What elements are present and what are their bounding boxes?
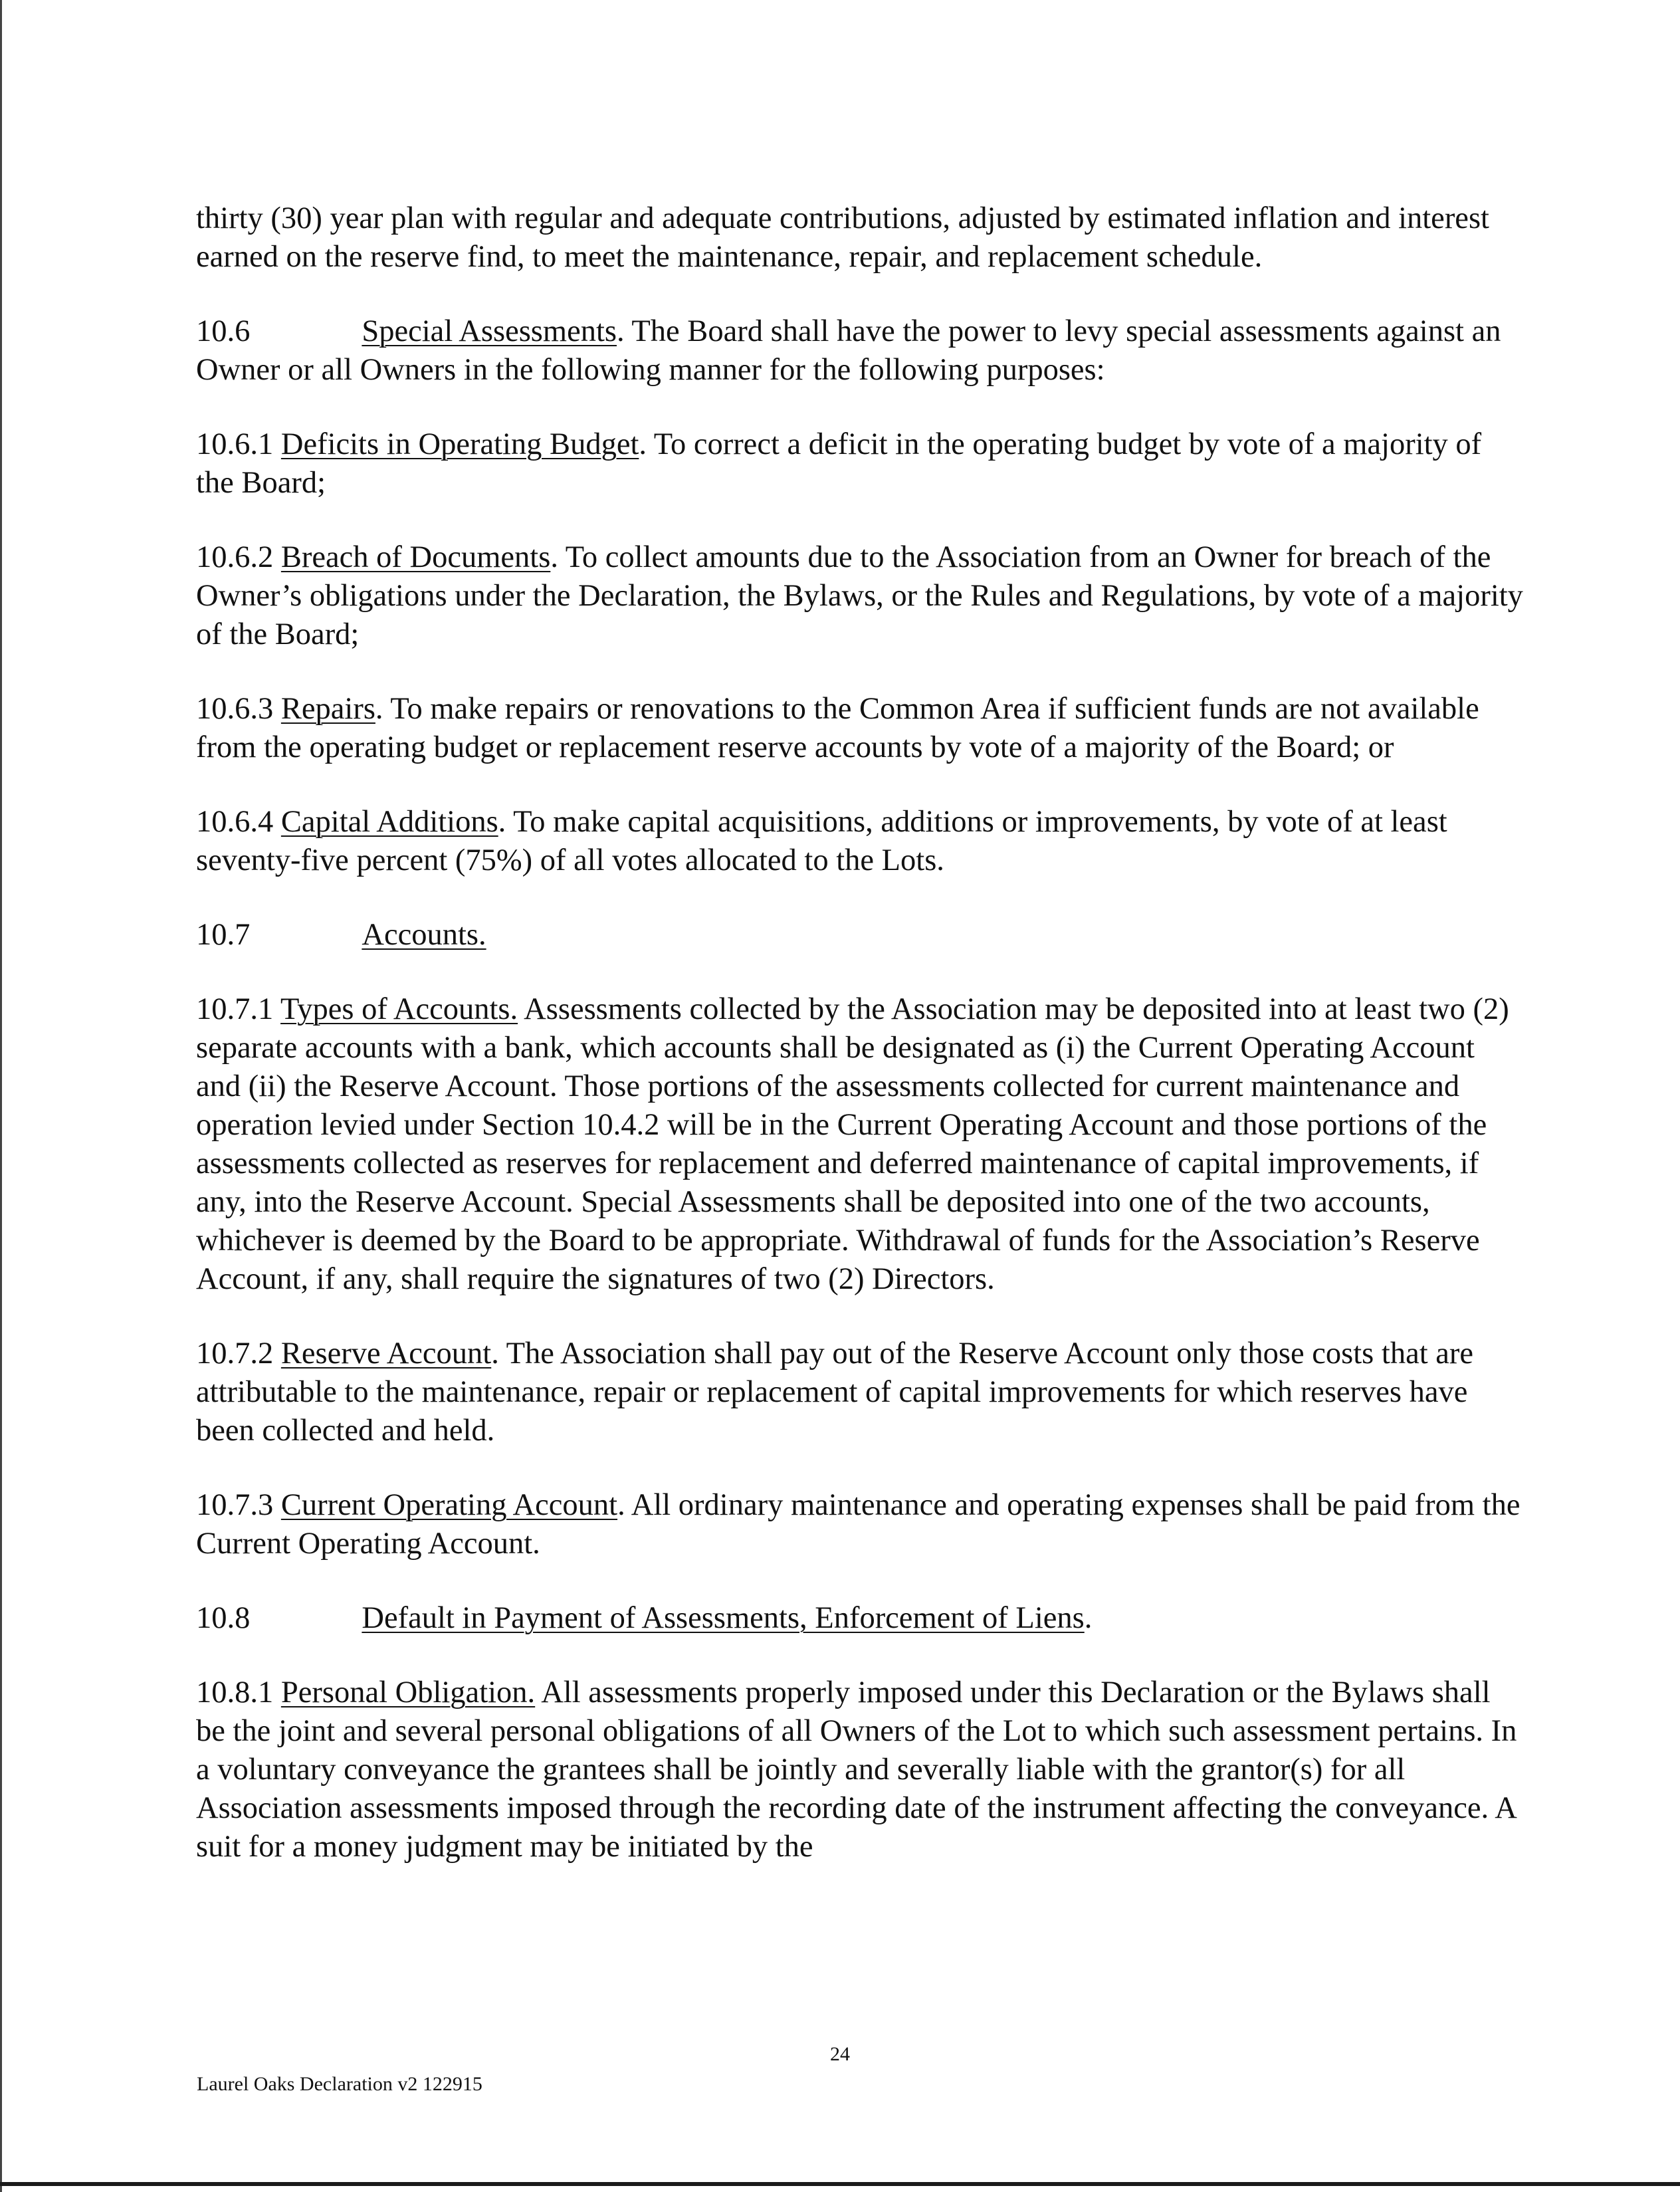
section-number: 10.7.2: [196, 1337, 274, 1370]
section-10-6-1: [196, 425, 1525, 502]
section-text: . To correct a deficit in the operating budget by vote of a majority of the Board;: [196, 427, 1482, 500]
page-number: 24: [830, 2043, 850, 2065]
section-heading: Accounts.: [362, 918, 486, 952]
section-10-7-1: [196, 990, 1525, 1299]
section-heading: Breach of Documents: [280, 540, 551, 574]
section-heading: Deficits in Operating Budget: [280, 427, 639, 461]
section-10-6-2: [196, 538, 1525, 654]
section-text: .: [1084, 1601, 1093, 1635]
section-heading: Reserve Account: [280, 1337, 492, 1370]
footer-doc-name: Laurel Oaks Declaration v2 122915: [197, 2073, 482, 2095]
section-heading: Current Operating Account: [280, 1488, 618, 1522]
section-heading: Types of Accounts.: [280, 992, 518, 1026]
section-heading: Personal Obligation.: [280, 1676, 536, 1709]
section-number: 10.6.4: [196, 805, 274, 839]
section-10-6: [196, 312, 1525, 389]
section-heading: Capital Additions: [280, 805, 498, 839]
section-text: Assessments collected by the Association may be deposited into at least two (2) separate accounts with a bank, which accounts shall be designated as (i) the Current Operating Account and (ii) the Reserve Account. Those portions of the assessments collected for current maintenance and operation levied under Section 10.4.2 will be in the Current Operating Account and those portions of the assessments collected as reserves for replacement and deferred maintenance of capital improvements, if any, into the Reserve Account. Special Assessments shall be deposited into one of the two accounts, whichever is deemed by the Board to be appropriate. Withdrawal of funds for the Association’s Reserve Account, if any, shall require the signatures of two (2) Directors.: [196, 992, 1509, 1296]
section-number: 10.6.3: [196, 692, 274, 726]
section-number: 10.7.3: [196, 1488, 274, 1522]
section-number: 10.7: [196, 918, 251, 952]
section-number: 10.6.2: [196, 540, 274, 574]
scan-left-edge: [0, 0, 2, 2192]
section-10-6-3: [196, 690, 1525, 767]
section-10-7-3: [196, 1486, 1525, 1563]
section-number: 10.8.1: [196, 1676, 274, 1709]
scan-bottom-edge: [0, 2182, 1680, 2186]
section-text: . To collect amounts due to the Association from an Owner for breach of the Owner’s obligations under the Declaration, the Bylaws, or the Rules and Regulations, by vote of a majority of the Board;: [196, 540, 1523, 651]
section-10-6-4: [196, 803, 1525, 880]
section-text: . The Board shall have the power to levy special assessments against an Owner or all Owners in the following manner for the following purposes:: [196, 314, 1501, 387]
section-text: . All ordinary maintenance and operating expenses shall be paid from the Current Operating Account.: [196, 1488, 1521, 1561]
section-text: . The Association shall pay out of the Reserve Account only those costs that are attributable to the maintenance, repair or replacement of capital improvements for which reserves have been collected and held.: [196, 1337, 1474, 1448]
paragraph-text: thirty (30) year plan with regular and adequate contributions, adjusted by estimated inflation and interest earned on the reserve find, to meet the maintenance, repair, and replacement schedule.: [196, 201, 1489, 274]
document-body: [196, 199, 1525, 1902]
section-10-7-2: [196, 1335, 1525, 1450]
paragraph-carryover: [196, 199, 1525, 276]
section-text: . To make capital acquisitions, additions or improvements, by vote of at least seventy-five percent (75%) of all votes allocated to the Lots.: [196, 805, 1447, 877]
section-text: All assessments properly imposed under this Declaration or the Bylaws shall be the joint and several personal obligations of all Owners of the Lot to which such assessment pertains. In a voluntary conveyance the grantees shall be jointly and severally liable with the grantor(s) for all Association assessments imposed through the recording date of the instrument affecting the conveyance. A suit for a money judgment may be initiated by the: [196, 1676, 1517, 1864]
section-number: 10.6.1: [196, 427, 274, 461]
section-number: 10.8: [196, 1601, 251, 1635]
section-heading: Special Assessments: [362, 314, 617, 348]
section-number: 10.7.1: [196, 992, 274, 1026]
section-number: 10.6: [196, 314, 251, 348]
section-10-8: [196, 1599, 1525, 1638]
section-heading: Default in Payment of Assessments, Enforcement of Liens: [362, 1601, 1085, 1635]
section-heading: Repairs: [280, 692, 375, 726]
section-10-8-1: [196, 1674, 1525, 1866]
section-text: . To make repairs or renovations to the Common Area if sufficient funds are not available from the operating budget or replacement reserve accounts by vote of a majority of the Board; or: [196, 692, 1479, 764]
section-10-7: [196, 916, 1525, 954]
